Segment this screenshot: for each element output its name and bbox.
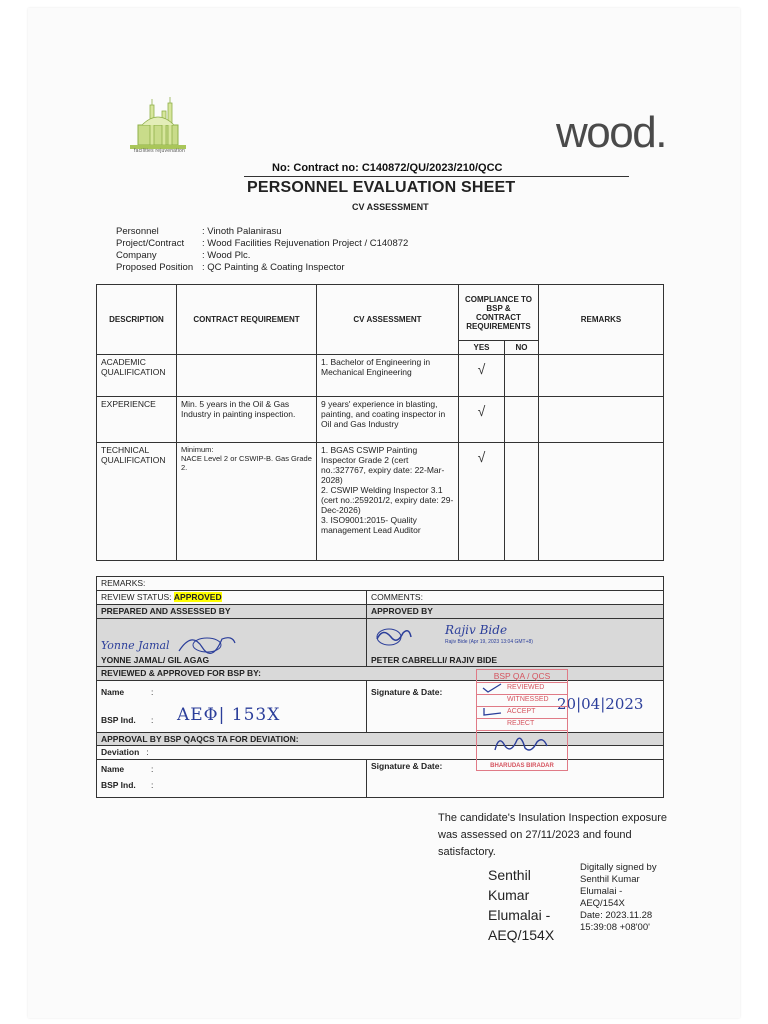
- table-row: [97, 397, 664, 443]
- prepared-signature: Yonne Jamal: [101, 639, 170, 652]
- row-requirement: [177, 355, 317, 397]
- header-yes: YES: [459, 341, 505, 355]
- prepared-label: PREPARED AND ASSESSED BY: [97, 605, 367, 619]
- row-assessment: 1. Bachelor of Engineering in Mechanical Engineering: [317, 355, 459, 397]
- deviation-approval-label: APPROVAL BY BSP QAQCS TA FOR DEVIATION:: [97, 733, 664, 746]
- approved-signature-cell: [367, 619, 664, 667]
- qa-qcs-stamp: [476, 669, 568, 771]
- name-label: Name: [101, 764, 125, 774]
- wood-logo: wood.: [556, 108, 666, 157]
- approved-label: APPROVED BY: [367, 605, 664, 619]
- stamp-name: BHARUDAS BIRADAR: [490, 763, 554, 769]
- status-badge: APPROVED: [173, 592, 222, 602]
- header-compliance: COMPLIANCE TO BSP & CONTRACT REQUIREMENTS: [459, 285, 539, 341]
- row-remarks: [539, 355, 664, 397]
- divider: [244, 176, 629, 177]
- check-icon: √: [459, 443, 505, 561]
- row-assessment: [317, 443, 459, 561]
- row-description: ACADEMIC QUALIFICATION: [97, 355, 177, 397]
- info-row: Personnel : Vinoth Palanirasu: [116, 226, 282, 237]
- review-status: REVIEW STATUS: APPROVED: [97, 591, 367, 605]
- header-cv-assessment: CV ASSESSMENT: [317, 285, 459, 355]
- check-mark-icon: [481, 683, 503, 693]
- stamp-row: ACCEPT: [477, 707, 567, 719]
- stamp-title: BSP QA / QCS: [477, 670, 567, 683]
- check-mark-icon: [481, 707, 503, 717]
- digital-signature-details: Digitally signed by Senthil Kumar Elumalai - AEQ/154X Date: 2023.11.28 15:39:08 +08'00': [580, 862, 657, 933]
- bsp-ind-label: BSP Ind.: [101, 780, 136, 790]
- header-remarks: REMARKS: [539, 285, 664, 355]
- row-description: TECHNICAL QUALIFICATION: [97, 443, 177, 561]
- bsp-reviewed-label: REVIEWED & APPROVED FOR BSP BY:: [97, 667, 664, 681]
- approved-signature: Rajiv Bide: [445, 623, 508, 637]
- colon: :: [151, 687, 154, 697]
- row-remarks: [539, 443, 664, 561]
- row-description: EXPERIENCE: [97, 397, 177, 443]
- signature-date-label: Signature & Date:: [371, 761, 443, 771]
- digital-signature-name: Senthil Kumar Elumalai - AEQ/154X: [488, 867, 555, 943]
- header-description: DESCRIPTION: [97, 285, 177, 355]
- prepared-signature-cell: [97, 619, 367, 667]
- colon: :: [151, 780, 154, 790]
- stamp-row: REJECT: [477, 719, 567, 731]
- remarks-label: REMARKS:: [97, 577, 664, 591]
- header-no: NO: [505, 341, 539, 355]
- signature-scribble-icon: [373, 625, 413, 649]
- table-row: [97, 443, 664, 561]
- assessment-line: 2. CSWIP Welding Inspector 3.1 (cert no.:259201/2, expiry date: 29-Dec-2026): [321, 485, 454, 515]
- row-assessment: 9 years' experience in blasting, painting, and coating inspector in Oil and Gas Industry: [317, 397, 459, 443]
- approved-names: PETER CABRELLI/ RAJIV BIDE: [371, 655, 498, 665]
- row-no: [505, 355, 539, 397]
- page-subtitle: CV ASSESSMENT: [352, 202, 429, 212]
- colon: :: [151, 715, 154, 725]
- bsp-ind-label: BSP Ind.: [101, 715, 136, 725]
- evaluation-table: [96, 284, 664, 561]
- requirement-text: NACE Level 2 or CSWIP-B. Gas Grade 2.: [181, 454, 312, 472]
- approved-signature-note: Rajiv Bide (Apr 19, 2023 13:04 GMT+8): [445, 639, 533, 645]
- stamp-row: WITNESSED: [477, 695, 567, 707]
- stamp-row: REVIEWED: [477, 683, 567, 695]
- table-row: [97, 355, 664, 397]
- check-icon: √: [459, 355, 505, 397]
- deviation-row: Deviation :: [97, 746, 664, 760]
- row-remarks: [539, 397, 664, 443]
- logo-caption: facilities rejuvenation: [134, 148, 186, 154]
- row-requirement: Min. 5 years in the Oil & Gas Industry in painting inspection.: [177, 397, 317, 443]
- prepared-names: YONNE JAMAL/ GIL AGAG: [101, 655, 210, 665]
- name-label: Name: [101, 687, 125, 697]
- check-icon: √: [459, 397, 505, 443]
- bsp-ind-value: AEΦ| 153X: [177, 705, 281, 725]
- info-row: Company : Wood Plc.: [116, 250, 251, 261]
- page-title: PERSONNEL EVALUATION SHEET: [247, 179, 516, 196]
- row-no: [505, 397, 539, 443]
- insulation-note: The candidate's Insulation Inspection exposure was assessed on 27/11/2023 and found satisfactory.: [438, 812, 667, 858]
- info-row: Project/Contract : Wood Facilities Rejuvenation Project / C140872: [116, 238, 409, 249]
- header-contract-requirement: CONTRACT REQUIREMENT: [177, 285, 317, 355]
- assessment-line: 1. BGAS CSWIP Painting Inspector Grade 2 (cert no.:327767, expiry date: 22-Mar-2028): [321, 445, 445, 485]
- row-requirement: [177, 443, 317, 561]
- stamp-signature-scribble-icon: [491, 732, 551, 756]
- requirement-title: Minimum:: [181, 445, 214, 454]
- colon: :: [151, 764, 154, 774]
- row-no: [505, 443, 539, 561]
- review-table: [96, 576, 664, 798]
- personnel-info: [100, 222, 600, 275]
- bsp-name-cell: [97, 681, 367, 733]
- assessment-line: 3. ISO9001:2015- Quality management Lead Auditor: [321, 515, 421, 535]
- info-row: Proposed Position : QC Painting & Coating Inspector: [116, 262, 345, 273]
- signature-date-label: Signature & Date:: [371, 687, 443, 697]
- comments-label: COMMENTS:: [367, 591, 664, 605]
- deviation-name-cell: [97, 760, 367, 798]
- handwritten-date: 20|04|2023: [557, 695, 644, 713]
- contract-number: No: Contract no: C140872/QU/2023/210/QCC: [272, 162, 503, 174]
